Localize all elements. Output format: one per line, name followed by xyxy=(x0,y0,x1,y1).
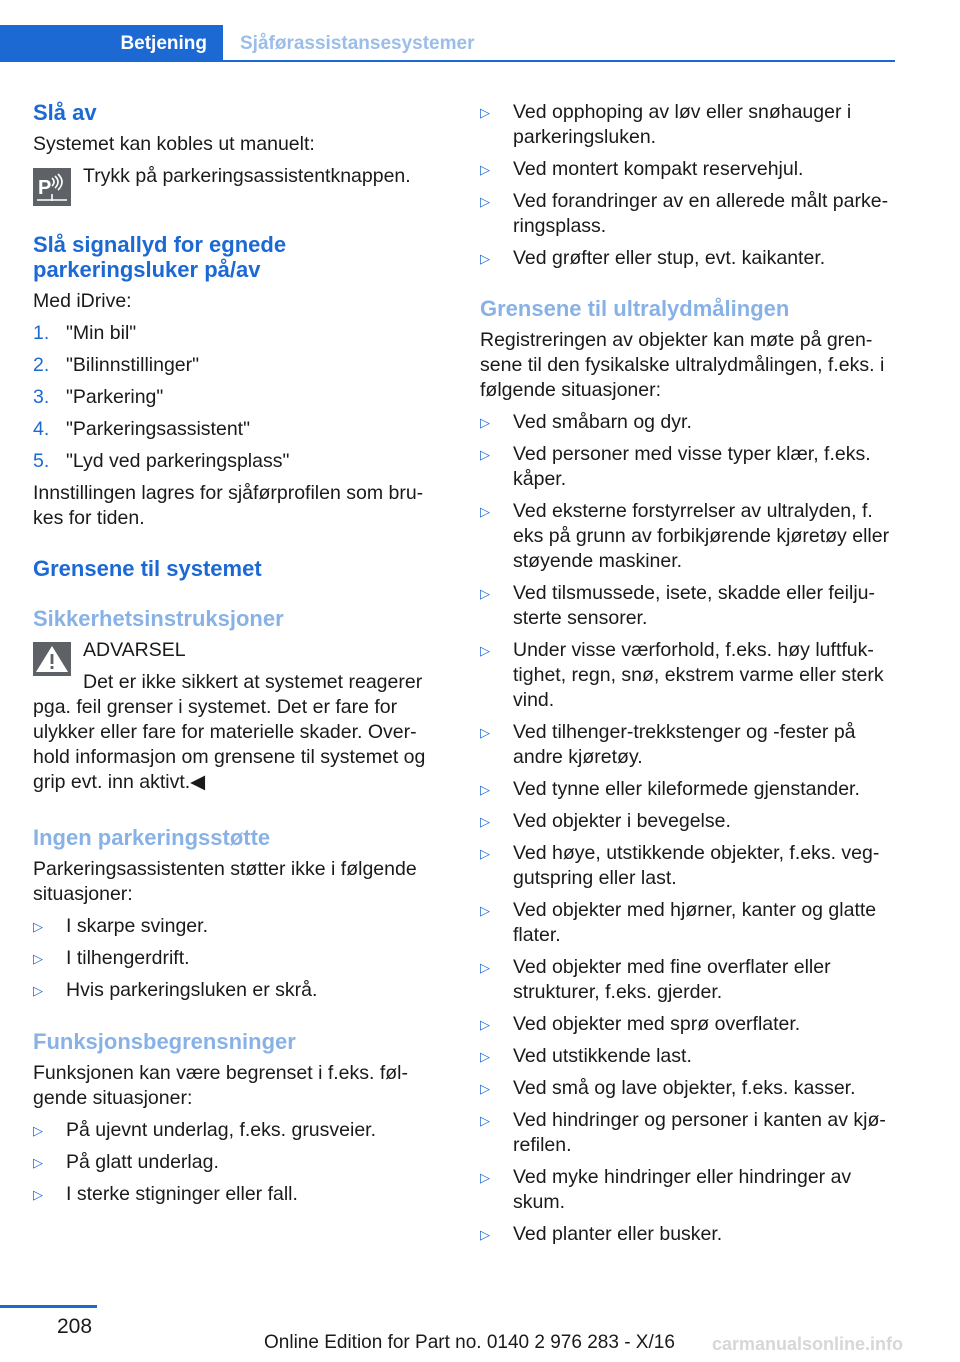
list-item: ▷ Ved objekter i bevegelse. xyxy=(480,810,731,832)
list-item: ▷ Hvis parkeringsluken er skrå. xyxy=(33,979,318,1001)
heading-ingen-parkeringsstotte: Ingen parkeringsstøtte xyxy=(33,825,271,850)
list-item: ▷ Ved montert kompakt reservehjul. xyxy=(480,158,804,180)
list-item: ▷ Ved myke hindringer eller hindringer av skum. xyxy=(480,1166,852,1213)
warning-block xyxy=(33,638,438,695)
list-item: ▷ Ved objekter med hjørner, kanter og glatte flater. xyxy=(480,899,877,946)
header-rule xyxy=(0,60,895,62)
paragraph: Registreringen av objekter kan møte på grensene til den fysikalske ultralydmålingen, f.eks. i følgende situasjoner: xyxy=(480,329,885,401)
triangle-right-icon: ▷ xyxy=(480,251,490,266)
icon-instruction xyxy=(33,164,438,210)
triangle-right-icon: ▷ xyxy=(33,919,43,934)
list-item: ▷ I sterke stigninger eller fall. xyxy=(33,1183,298,1205)
heading-grensene-systemet: Grensene til systemet xyxy=(33,556,262,581)
list-item: ▷ I tilhengerdrift. xyxy=(33,947,190,969)
warning-triangle-icon xyxy=(33,642,71,676)
triangle-right-icon: ▷ xyxy=(33,1155,43,1170)
section-tab: Sjåførassistansesystemer xyxy=(240,33,475,54)
list-item: 4. "Parkeringsassistent" xyxy=(33,418,251,440)
list-item: ▷ Ved hindringer og personer i kanten av kjørefilen. xyxy=(480,1109,886,1156)
triangle-right-icon: ▷ xyxy=(480,504,490,519)
triangle-right-icon: ▷ xyxy=(480,162,490,177)
list-item: ▷ Ved objekter med sprø overflater. xyxy=(480,1013,801,1035)
warning-text: pga. feil grenser i systemet. Det er fare for ulykker eller fare for materielle skader. Overhold informasjon om grensene til systemet og grip evt. inn aktivt.◀ xyxy=(33,696,426,793)
heading-signallyd: Slå signallyd for egnede parkeringsluker på/av xyxy=(33,232,287,282)
bullet-list xyxy=(480,100,895,271)
paragraph: Innstillingen lagres for sjåførprofilen som brukes for tiden. xyxy=(33,482,424,529)
paragraph: Med iDrive: xyxy=(33,290,132,312)
left-column xyxy=(33,100,438,1207)
triangle-right-icon: ▷ xyxy=(480,1081,490,1096)
list-item: 3. "Parkering" xyxy=(33,386,164,408)
triangle-right-icon: ▷ xyxy=(480,586,490,601)
parking-assistant-icon xyxy=(33,168,71,206)
triangle-right-icon: ▷ xyxy=(480,1113,490,1128)
triangle-right-icon: ▷ xyxy=(480,1227,490,1242)
triangle-right-icon: ▷ xyxy=(480,643,490,658)
list-item: ▷ Ved høye, utstikkende objekter, f.eks. veggutspring eller last. xyxy=(480,842,880,889)
paragraph: Parkeringsassistenten støtter ikke i følgende situasjoner: xyxy=(33,858,417,905)
list-item: ▷ Ved utstikkende last. xyxy=(480,1045,692,1067)
triangle-right-icon: ▷ xyxy=(480,194,490,209)
heading-funksjonsbegrensninger: Funksjonsbegrensninger xyxy=(33,1029,296,1054)
heading-ultralyd: Grensene til ultralydmålingen xyxy=(480,296,790,321)
bullet-list xyxy=(33,914,438,1003)
icon-instruction-text: Trykk på parkeringsassistentknappen. xyxy=(83,165,411,187)
triangle-right-icon: ▷ xyxy=(33,983,43,998)
list-item: ▷ Ved planter eller busker. xyxy=(480,1223,723,1245)
triangle-right-icon: ▷ xyxy=(33,951,43,966)
footer-rule xyxy=(0,1305,97,1308)
warning-first-line: Det er ikke sikkert at systemet reagerer xyxy=(83,671,423,693)
page-number: 208 xyxy=(57,1315,93,1338)
triangle-right-icon: ▷ xyxy=(480,782,490,797)
list-item: ▷ Ved småbarn og dyr. xyxy=(480,411,692,433)
list-item: ▷ Ved objekter med fine overflater eller strukturer, f.eks. gjerder. xyxy=(480,956,831,1003)
triangle-right-icon: ▷ xyxy=(480,1170,490,1185)
bullet-list xyxy=(33,1118,438,1207)
list-item: ▷ Ved tilhenger-trekkstenger og -fester på andre kjøretøy. xyxy=(480,721,856,768)
heading-sla-av: Slå av xyxy=(33,100,97,125)
triangle-right-icon: ▷ xyxy=(480,1017,490,1032)
triangle-right-icon: ▷ xyxy=(480,1049,490,1064)
list-item: ▷ På glatt underlag. xyxy=(33,1151,219,1173)
triangle-right-icon: ▷ xyxy=(480,960,490,975)
list-item: 2. "Bilinnstillinger" xyxy=(33,354,200,376)
list-item: ▷ Ved små og lave objekter, f.eks. kasser. xyxy=(480,1077,856,1099)
page-header xyxy=(0,25,895,62)
triangle-right-icon: ▷ xyxy=(480,725,490,740)
triangle-right-icon: ▷ xyxy=(33,1187,43,1202)
triangle-right-icon: ▷ xyxy=(480,105,490,120)
svg-text:P: P xyxy=(38,177,52,199)
edition-line: Online Edition for Part no. 0140 2 976 283 - X/16 xyxy=(264,1332,675,1353)
right-column xyxy=(480,100,895,1247)
list-item: ▷ Ved forandringer av en allerede målt parkeringsplass. xyxy=(480,190,889,237)
list-item: ▷ Under visse værforhold, f.eks. høy luftfuktighet, regn, snø, ekstrem varme eller sterk vind. xyxy=(480,639,884,711)
list-item: ▷ På ujevnt underlag, f.eks. grusveier. xyxy=(33,1119,377,1141)
list-item: ▷ Ved tilsmussede, isete, skadde eller feiljusterte sensorer. xyxy=(480,582,876,629)
paragraph: Funksjonen kan være begrenset i f.eks. følgende situasjoner: xyxy=(33,1062,409,1109)
watermark: carmanualsonline.info xyxy=(712,1334,904,1354)
list-item: ▷ Ved tynne eller kileformede gjenstander. xyxy=(480,778,860,800)
chapter-tab: Betjening xyxy=(0,25,223,62)
warning-label: ADVARSEL xyxy=(83,639,186,661)
paragraph: Systemet kan kobles ut manuelt: xyxy=(33,133,315,155)
list-item: ▷ Ved personer med visse typer klær, f.eks. kåper. xyxy=(480,443,871,490)
list-item: ▷ Ved eksterne forstyrrelser av ultralyden, f. eks på grunn av forbikjørende kjøretøy eller støyende maskiner. xyxy=(480,500,890,572)
list-item: ▷ I skarpe svinger. xyxy=(33,915,208,937)
list-item: ▷ Ved grøfter eller stup, evt. kaikanter. xyxy=(480,247,826,269)
heading-sikkerhet: Sikkerhetsinstruksjoner xyxy=(33,606,284,631)
list-item: 1. "Min bil" xyxy=(33,322,137,344)
idrive-steps xyxy=(33,321,438,474)
triangle-right-icon: ▷ xyxy=(480,903,490,918)
triangle-right-icon: ▷ xyxy=(480,846,490,861)
bullet-list xyxy=(480,410,895,1247)
triangle-right-icon: ▷ xyxy=(33,1123,43,1138)
list-item: ▷ Ved opphoping av løv eller snøhauger i parkeringsluken. xyxy=(480,101,852,148)
triangle-right-icon: ▷ xyxy=(480,415,490,430)
triangle-right-icon: ▷ xyxy=(480,814,490,829)
list-item: 5. "Lyd ved parkeringsplass" xyxy=(33,450,290,472)
triangle-right-icon: ▷ xyxy=(480,447,490,462)
